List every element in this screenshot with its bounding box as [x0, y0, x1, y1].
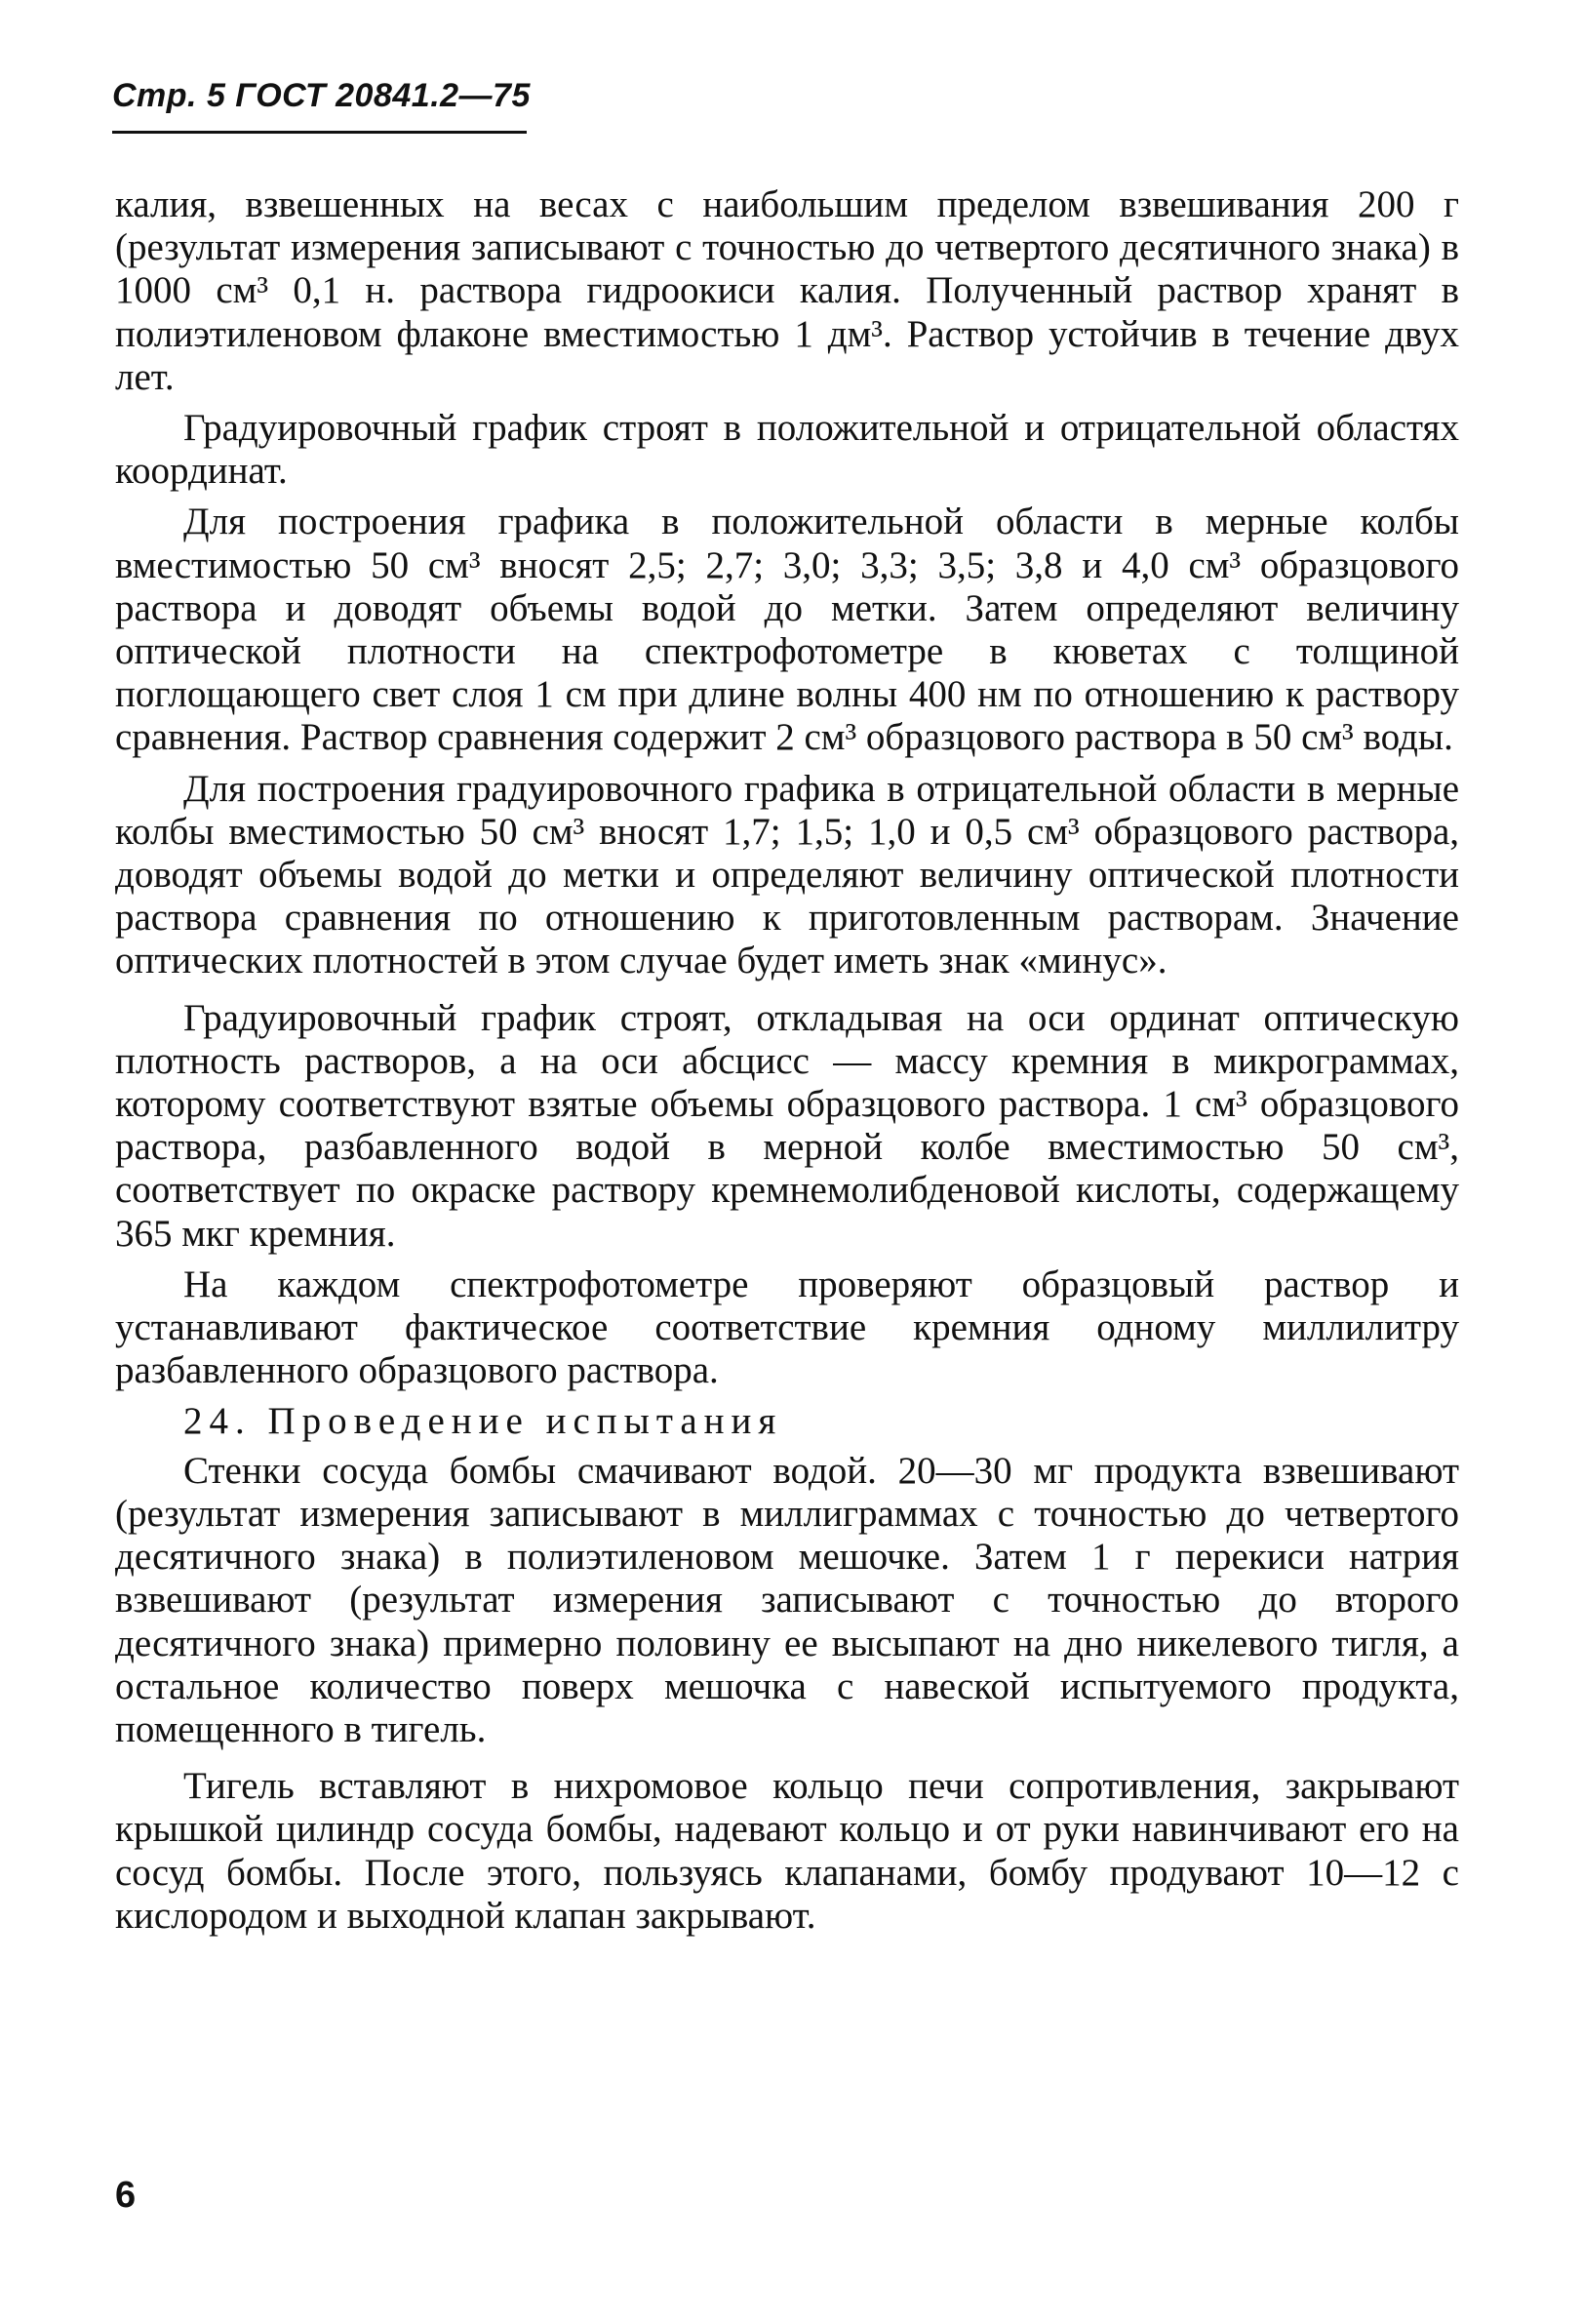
document-body: [115, 183, 1459, 1945]
paragraph-continuation: калия, взвешенных на весах с наибольшим пределом взвешивания 200 г (результат измерения записывают с точностью до четвертого десятичного знака) в 1000 см³ 0,1 н. раствора гидроокиси калия. Полученный раствор хранят в полиэтиленовом флаконе вместимостью 1 дм³. Раствор устойчив в течение двух лет.: [115, 183, 1459, 398]
paragraph-calibration-graph: Градуировочный график строят в положительной и отрицательной областях координат.: [115, 407, 1459, 493]
section-title: 24. Проведение испытания: [183, 1400, 783, 1443]
paragraph-positive-region: Для построения графика в положительной области в мерные колбы вместимостью 50 см³ вносят 2,5; 2,7; 3,0; 3,3; 3,5; 3,8 и 4,0 см³ образцового раствора и доводят объемы водой до метки. Затем определяют величину оптической плотности на спектрофотометре в кюветах с толщиной поглощающего свет слоя 1 см при длине волны 400 нм по отношению к раствору сравнения. Раствор сравнения содержит 2 см³ образцового раствора в 50 см³ воды.: [115, 501, 1459, 759]
paragraph-procedure: Стенки сосуда бомбы смачивают водой. 20—30 мг продукта взвешивают (результат измерения записывают в миллиграммах с точностью до четвертого десятичного знака) в полиэтиленовом мешочке. Затем 1 г перекиси натрия взвешивают (результат измерения записывают с точностью до второго десятичного знака) примерно половину ее высыпают на дно никелевого тигля, а остальное количество поверх мешочка с навеской испытуемого продукта, помещенного в тигель.: [115, 1449, 1459, 1750]
paragraph-crucible: Тигель вставляют в нихромовое кольцо печи сопротивления, закрывают крышкой цилиндр сосуда бомбы, надевают кольцо и от руки навинчивают его на сосуд бомбы. После этого, пользуясь клапанами, бомбу продувают 10—12 с кислородом и выходной клапан закрывают.: [115, 1765, 1459, 1937]
paragraph-negative-region: Для построения градуировочного графика в отрицательной области в мерные колбы вместимостью 50 см³ вносят 1,7; 1,5; 1,0 и 0,5 см³ образцового раствора, доводят объемы водой до метки и определяют величину оптической плотности раствора сравнения по отношению к приготовленным растворам. Значение оптических плотностей в этом случае будет иметь знак «минус».: [115, 767, 1459, 982]
page-number: 6: [115, 2175, 137, 2216]
header-rule: [112, 131, 527, 134]
page-header: Стр. 5 ГОСТ 20841.2—75: [112, 77, 531, 114]
paragraph-graph-axes: Градуировочный график строят, откладывая на оси ординат оптическую плотность растворов, а на оси абсцисс — массу кремния в микрограммах, которому соответствуют взятые объемы образцового раствора. 1 см³ образцового раствора, разбавленного водой в мерной колбе вместимостью 50 см³, соответствует по окраске раствору кремнемолибденовой кислоты, содержащему 365 мкг кремния.: [115, 996, 1459, 1255]
paragraph-spectrophotometer-check: На каждом спектрофотометре проверяют образцовый раствор и устанавливают фактическое соответствие кремния одному миллилитру разбавленного образцового раствора.: [115, 1262, 1459, 1392]
